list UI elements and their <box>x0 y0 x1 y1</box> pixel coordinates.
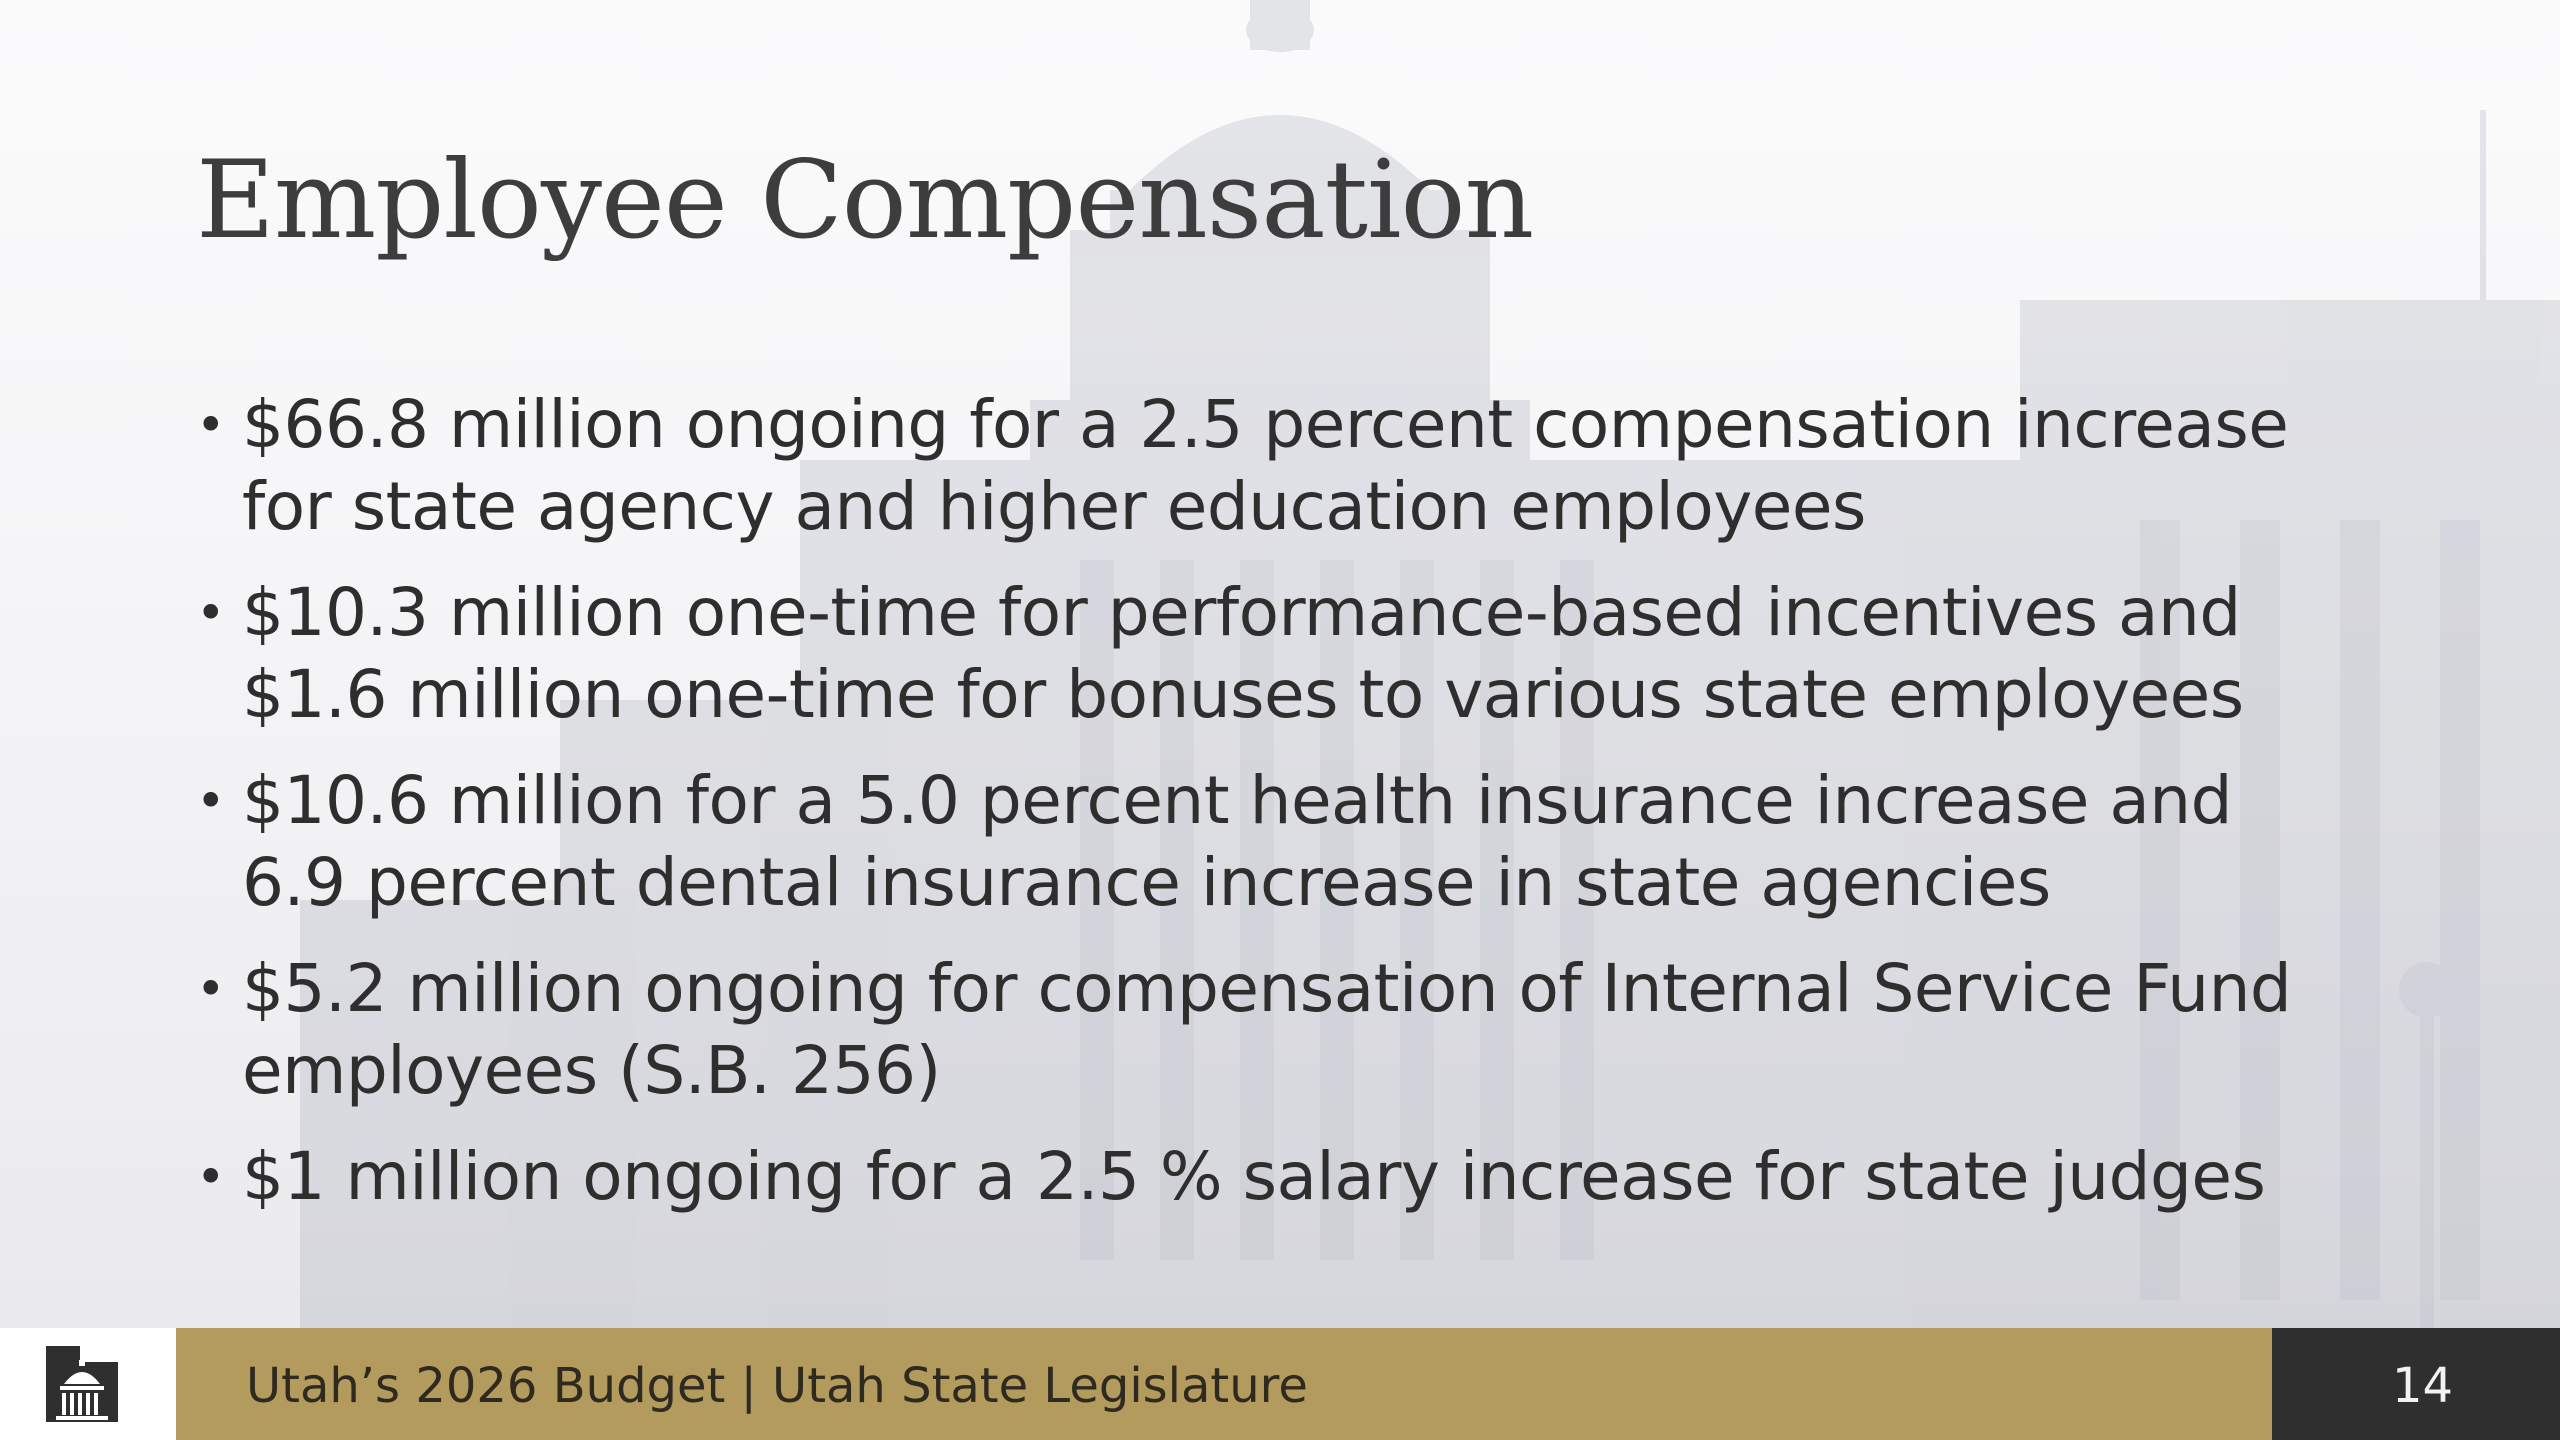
bullet-item <box>194 948 2394 1112</box>
bullet-list <box>194 384 2394 1242</box>
bullet-item <box>194 384 2394 548</box>
bullet-line: 6.9 percent dental insurance increase in state agencies <box>242 844 2051 921</box>
slide-title: Employee Compensation <box>196 138 1534 263</box>
page-number-box <box>2272 1328 2560 1440</box>
bullet-item <box>194 760 2394 924</box>
bullet-line: $5.2 million ongoing for compensation of Internal Service Fund <box>242 950 2292 1027</box>
bullet-line: $1 million ongoing for a 2.5 % salary increase for state judges <box>242 1138 2266 1215</box>
page-number: 14 <box>2392 1358 2454 1414</box>
bullet-item <box>194 1136 2394 1218</box>
footer-band <box>176 1328 2272 1440</box>
bullet-line: employees (S.B. 256) <box>242 1032 941 1109</box>
footer-text: Utah’s 2026 Budget | Utah State Legislature <box>246 1358 1308 1414</box>
bullet-item <box>194 572 2394 736</box>
bullet-line: for state agency and higher education employees <box>242 468 1866 545</box>
bullet-line: $10.6 million for a 5.0 percent health insurance increase and <box>242 762 2233 839</box>
bullet-glyph: • <box>196 396 225 454</box>
bullet-glyph: • <box>196 1148 225 1206</box>
bullet-glyph: • <box>196 584 225 642</box>
bullet-glyph: • <box>196 772 225 830</box>
capitol-logo-icon <box>46 1346 118 1422</box>
slide-footer <box>0 1328 2560 1440</box>
bullet-glyph: • <box>196 960 225 1018</box>
footer-logo-box <box>0 1328 176 1440</box>
bullet-line: $10.3 million one-time for performance-based incentives and <box>242 574 2241 651</box>
bullet-line: $1.6 million one-time for bonuses to various state employees <box>242 656 2244 733</box>
bullet-line: $66.8 million ongoing for a 2.5 percent compensation increase <box>242 386 2289 463</box>
